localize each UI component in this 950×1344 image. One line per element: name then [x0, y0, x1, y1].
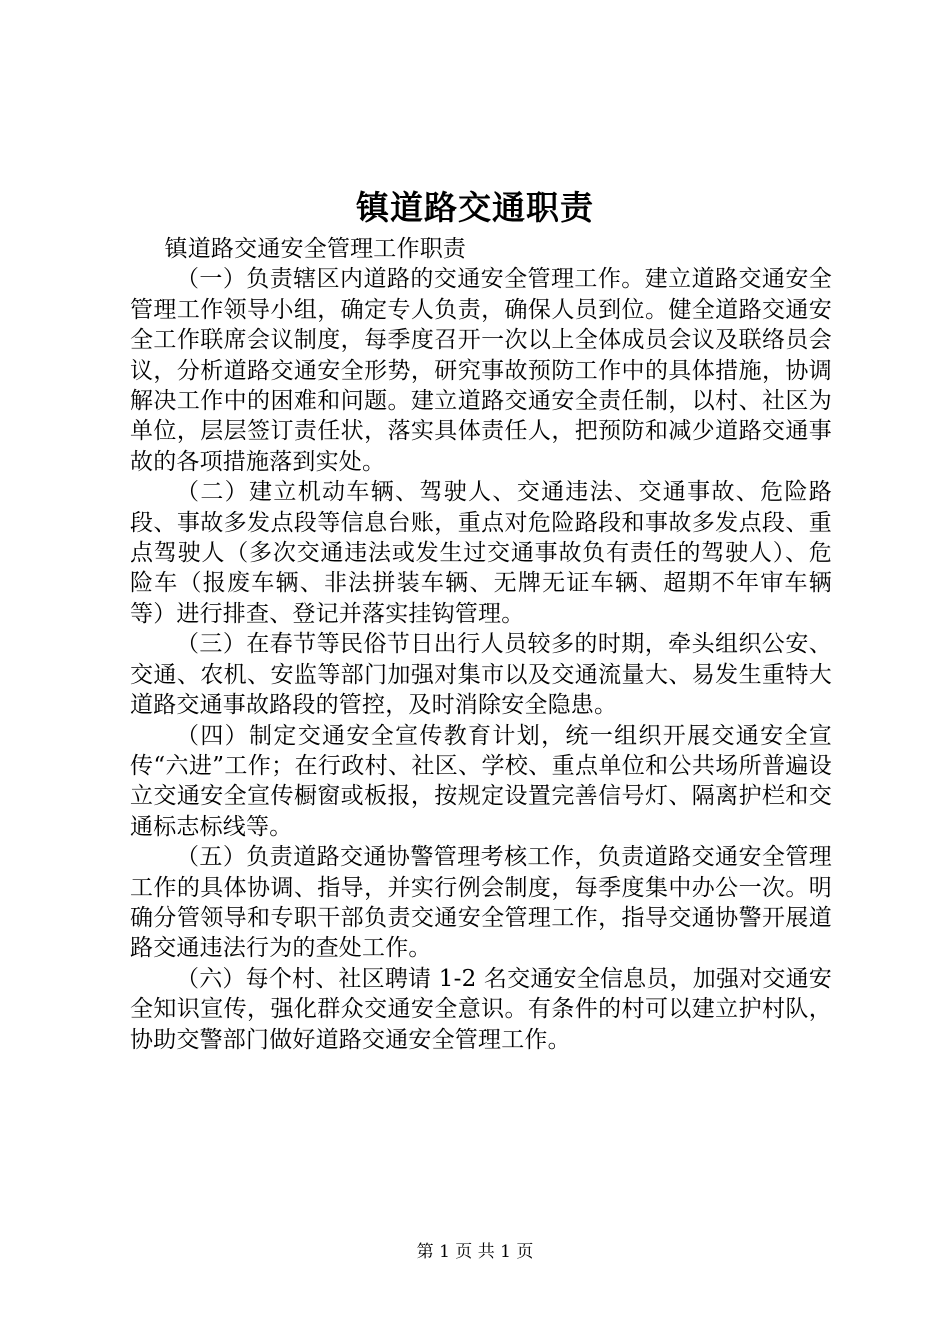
document-body — [130, 234, 832, 1055]
paragraph-1: （一）负责辖区内道路的交通安全管理工作。建立道路交通安全管理工作领导小组，确定专人负责，确保人员到位。健全道路交通安全工作联席会议制度，每季度召开一次以上全体成员会议及联络员会议，分析道路交通安全形势，研究事故预防工作中的具体措施，协调解决工作中的困难和问题。建立道路交通安全责任制，以村、社区为单位，层层签订责任状，落实具体责任人，把预防和减少道路交通事故的各项措施落到实处。 — [130, 266, 832, 475]
paragraph-5: （五）负责道路交通协警管理考核工作，负责道路交通安全管理工作的具体协调、指导，并实行例会制度，每季度集中办公一次。明确分管领导和专职干部负责交通安全管理工作，指导交通协警开展道路交通违法行为的查处工作。 — [130, 844, 832, 962]
paragraph-2: （二）建立机动车辆、驾驶人、交通违法、交通事故、危险路段、事故多发点段等信息台账，重点对危险路段和事故多发点段、重点驾驶人（多次交通违法或发生过交通事故负有责任的驾驶人）、危险车（报废车辆、非法拼装车辆、无牌无证车辆、超期不年审车辆等）进行排查、登记并落实挂钩管理。 — [130, 479, 832, 627]
document-subtitle: 镇道路交通安全管理工作职责 — [164, 236, 467, 262]
paragraph-4: （四）制定交通安全宣传教育计划，统一组织开展交通安全宣传“六进”工作；在行政村、社区、学校、重点单位和公共场所普遍设立交通安全宣传橱窗或板报，按规定设置完善信号灯、隔离护栏和交通标志标线等。 — [130, 722, 832, 840]
document-title: 镇道路交通职责 — [356, 188, 594, 227]
paragraph-6: （六）每个村、社区聘请 1-2 名交通安全信息员，加强对交通安全知识宣传，强化群众交通安全意识。有条件的村可以建立护村队，协助交警部门做好道路交通安全管理工作。 — [130, 965, 832, 1053]
page-footer: 第 1 页 共 1 页 — [416, 1242, 534, 1262]
paragraph-3: （三）在春节等民俗节日出行人员较多的时期，牵头组织公安、交通、农机、安监等部门加强对集市以及交通流量大、易发生重特大道路交通事故路段的管控，及时消除安全隐患。 — [130, 631, 832, 719]
